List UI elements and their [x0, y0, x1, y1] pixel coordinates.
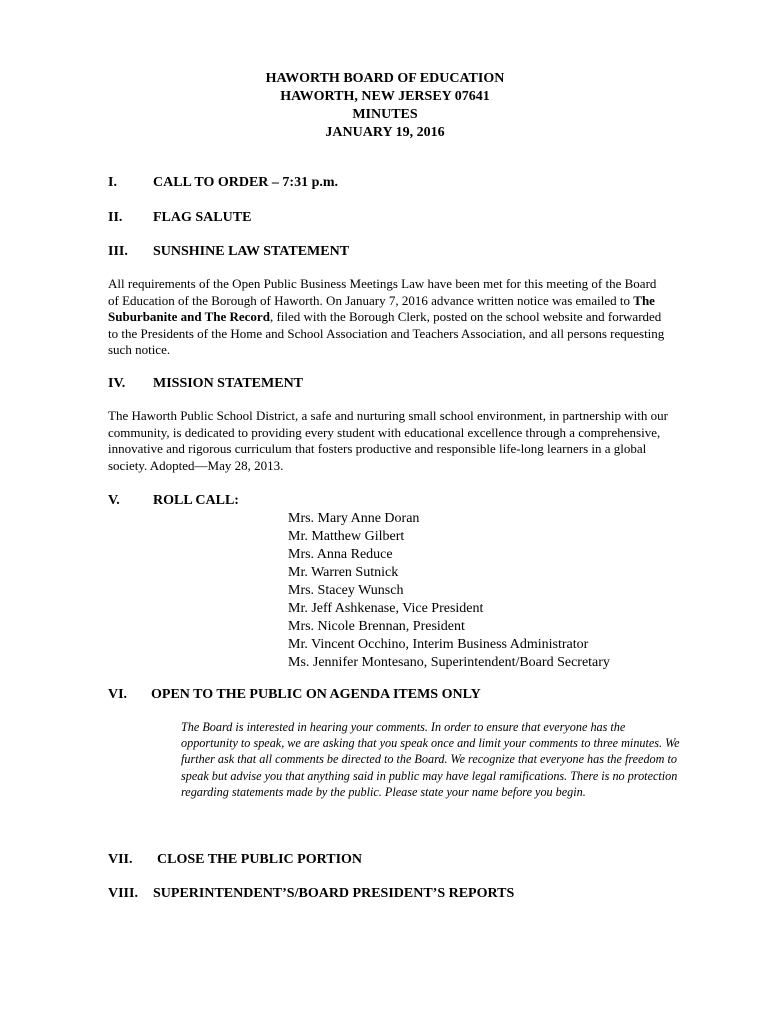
section-number: V. — [108, 493, 120, 508]
section-number: VII. — [108, 852, 133, 867]
roll-call-member: Mr. Matthew Gilbert — [288, 529, 405, 544]
section-number: IV. — [108, 376, 126, 391]
document-header — [0, 70, 770, 142]
section-call-to-order — [108, 174, 338, 192]
roll-call-list — [288, 510, 610, 672]
roll-call-member: Mr. Vincent Occhino, Interim Business Administrator — [288, 637, 589, 652]
section-title: OPEN TO THE PUBLIC ON AGENDA ITEMS ONLY — [151, 687, 481, 702]
section-flag-salute — [108, 209, 251, 227]
roll-call-member: Mrs. Stacey Wunsch — [288, 583, 404, 598]
roll-call-member: Ms. Jennifer Montesano, Superintendent/Board Secretary — [288, 655, 610, 670]
mission-paragraph: The Haworth Public School District, a safe and nurturing small school environment, in partnership with our community, is dedicated to providing every student with educational excellence through a comprehensive, innovative and rigorous curriculum that fosters productive and responsible life-long learners in a global society. Adopted—May 28, 2013. — [108, 408, 668, 473]
section-number: VI. — [108, 687, 128, 702]
section-number: III. — [108, 244, 128, 259]
section-title: SUNSHINE LAW STATEMENT — [153, 244, 350, 259]
section-roll-call — [108, 492, 239, 510]
sunshine-text-2: , filed with the Borough Clerk, posted on the school website and forwarded to the Presidents of the Home and School Association and Teachers Association, and all persons requesting such notice. — [108, 309, 665, 357]
header-board-name: HAWORTH BOARD OF EDUCATION — [265, 71, 505, 86]
newspaper-names: The Suburbanite and The Record — [108, 292, 655, 324]
section-title: FLAG SALUTE — [153, 210, 252, 225]
section-close-public-portion — [108, 851, 362, 869]
section-number: II. — [108, 210, 123, 225]
roll-call-member: Mr. Jeff Ashkenase, Vice President — [288, 601, 484, 616]
section-mission-statement — [108, 375, 303, 393]
section-number: I. — [108, 175, 117, 190]
roll-call-member: Mrs. Anna Reduce — [288, 547, 393, 562]
section-title: SUPERINTENDENT’S/BOARD PRESIDENT’S REPORTS — [153, 886, 515, 901]
section-title: CALL TO ORDER – 7:31 p.m. — [153, 175, 339, 190]
section-number: VIII. — [108, 886, 138, 901]
header-doc-type: MINUTES — [352, 107, 418, 122]
sunshine-law-paragraph — [108, 276, 668, 359]
roll-call-member: Mrs. Mary Anne Doran — [288, 511, 420, 526]
roll-call-member: Mr. Warren Sutnick — [288, 565, 399, 580]
roll-call-member: Mrs. Nicole Brennan, President — [288, 619, 465, 634]
section-title: ROLL CALL: — [153, 493, 239, 508]
sunshine-text-1: All requirements of the Open Public Business Meetings Law have been met for this meeting of the Board of Education of the Borough of Haworth. On January 7, 2016 advance written notice was emailed to — [108, 276, 657, 308]
public-comment-notice: The Board is interested in hearing your comments. In order to ensure that everyone has the opportunity to speak, we are asking that you speak once and limit your comments to three minutes. We further ask that all comments be directed to the Board. We recognize that everyone has the freedom to speak but advise you that anything said in public may have legal ramifications. There is no protection regarding statements made by the public. Please state your name before you begin. — [181, 720, 680, 799]
section-superintendent-reports — [108, 885, 514, 903]
section-sunshine-law — [108, 243, 349, 261]
header-date: JANUARY 19, 2016 — [325, 125, 445, 140]
header-location: HAWORTH, NEW JERSEY 07641 — [280, 89, 490, 104]
section-title: CLOSE THE PUBLIC PORTION — [157, 852, 363, 867]
section-title: MISSION STATEMENT — [153, 376, 304, 391]
section-open-to-public — [108, 686, 481, 704]
